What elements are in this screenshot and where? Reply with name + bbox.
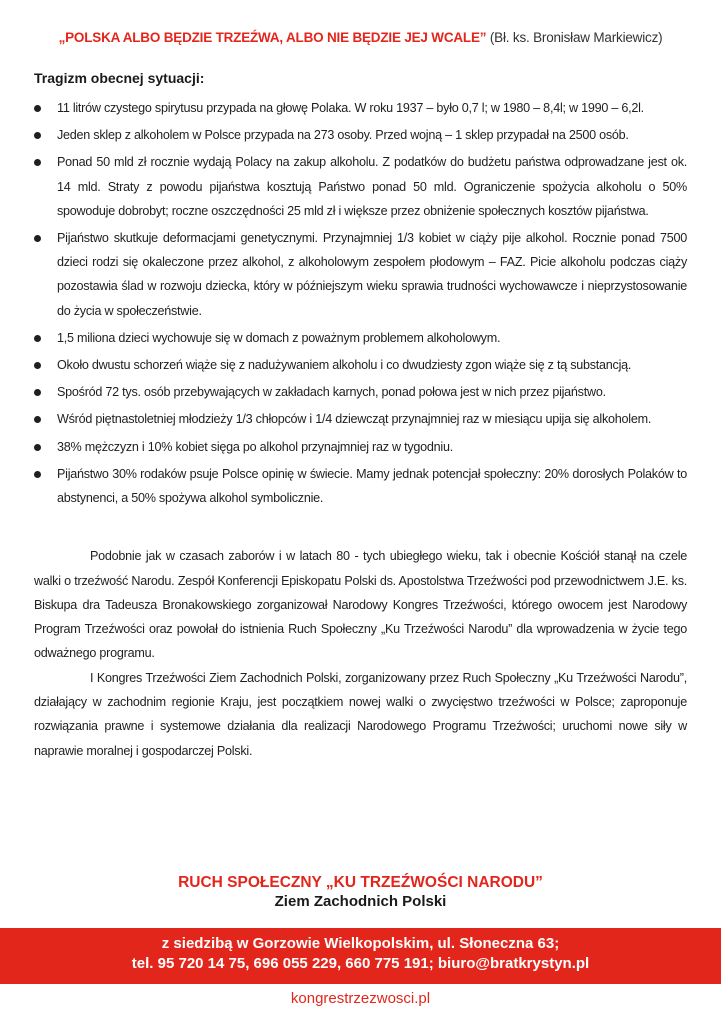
bullet-icon [34, 444, 41, 451]
website-link[interactable]: kongrestrzezwosci.pl [290, 990, 431, 1007]
list-item [34, 123, 687, 147]
bullet-icon [34, 105, 41, 112]
list-item-text: Ponad 50 mld zł rocznie wydają Polacy na zakup alkoholu. Z podatków do budżetu państwa odprowadzane jest ok. 14 mld. Straty z powodu pijaństwa kosztują Państwo ponad 50 mld. Ograniczenie spożycia alkoholu o 50% spowoduje dobrobyt; roczne oszczędności 25 mld zł i większe przez obniżenie społecznych kosztów pijaństwa. [57, 155, 687, 218]
facts-list [34, 96, 687, 510]
contact-phones-email: tel. 95 720 14 75, 696 055 229, 660 775 191; biuro@bratkrystyn.pl [131, 955, 590, 972]
list-item [34, 226, 687, 323]
list-item-text: Wśród piętnastoletniej młodzieży 1/3 chłopców i 1/4 dziewcząt przynajmniej raz w miesiącu upija się alkoholem. [57, 412, 652, 427]
bullet-icon [34, 235, 41, 242]
organization-title: RUCH SPOŁECZNY „KU TRZEŹWOŚCI NARODU” [178, 874, 543, 891]
organization-subtitle: Ziem Zachodnich Polski [274, 893, 447, 910]
bullet-icon [34, 471, 41, 478]
bullet-icon [34, 389, 41, 396]
list-item [34, 462, 687, 510]
list-item [34, 380, 687, 404]
list-item-text: Około dwustu schorzeń wiąże się z nadużywaniem alkoholu i co dwudziesty zgon wiąże się z tą substancją. [57, 358, 632, 373]
motto-author: (Bł. ks. Bronisław Markiewicz) [489, 30, 663, 45]
section-heading: Tragizm obecnej sytuacji: [34, 70, 205, 86]
bullet-icon [34, 132, 41, 139]
list-item-text: Jeden sklep z alkoholem w Polsce przypada na 273 osoby. Przed wojną – 1 sklep przypadał na 2500 osób. [57, 128, 629, 143]
motto-text: „POLSKA ALBO BĘDZIE TRZEŹWA, ALBO NIE BĘDZIE JEJ WCALE” [58, 30, 487, 45]
paragraph-history: Podobnie jak w czasach zaborów i w latach 80 - tych ubiegłego wieku, tak i obecnie Kościół stanął na czele walki o trzeźwość Narodu. Zespół Konferencji Episkopatu Polski ds. Apostolstwa Trzeźwości pod przewodnictwem J.E. ks. Biskupa dra Tadeusza Bronakowskiego zorganizował Narodowy Kongres Trzeźwości, którego owocem jest Narodowy Program Trzeźwości oraz powołał do istnienia Ruch Społeczny „Ku Trzeźwości Narodu” dla wprowadzenia w życie tego odważnego programu. [34, 549, 687, 661]
list-item [34, 435, 687, 459]
list-item-text: Pijaństwo 30% rodaków psuje Polsce opinię w świecie. Mamy jednak potencjał społeczny: 20% dorosłych Polaków to abstynenci, a 50% spożywa alkohol symbolicznie. [57, 466, 687, 506]
bullet-icon [34, 362, 41, 369]
list-item [34, 96, 687, 120]
list-item [34, 407, 687, 431]
contact-banner [0, 928, 721, 984]
bullet-icon [34, 335, 41, 342]
bullet-icon [34, 416, 41, 423]
document-body [34, 70, 687, 763]
organization-block [0, 873, 721, 911]
paragraph-congress: I Kongres Trzeźwości Ziem Zachodnich Polski, zorganizowany przez Ruch Społeczny „Ku Trzeźwości Narodu”, działający w zachodnim regionie Kraju, jest początkiem nowej walki o zwycięstwo trzeźwości w Polsce; zaproponuje rozwiązania prawne i systemowe działania dla realizacji Narodowego Programu Trzeźwości; uruchomi nowe siły w naprawie moralnej i gospodarczej Polski. [34, 670, 687, 758]
list-item-text: 38% mężczyzn i 10% kobiet sięga po alkohol przynajmniej raz w tygodniu. [57, 439, 453, 454]
list-item [34, 353, 687, 377]
list-item-text: Spośród 72 tys. osób przebywających w zakładach karnych, ponad połowa jest w nich przez pijaństwo. [57, 385, 606, 400]
contact-address: z siedzibą w Gorzowie Wielkopolskim, ul. Słoneczna 63; [161, 935, 560, 952]
list-item-text: Pijaństwo skutkuje deformacjami genetycznymi. Przynajmniej 1/3 kobiet w ciąży pije alkohol. Rocznie ponad 7500 dzieci rodzi się okaleczone przez alkohol, z alkoholowym zespołem płodowym – FAZ. Picie alkoholu podczas ciąży pozostawia ślad w rozwoju dziecka, który w późniejszym wieku sprawia trudności wychowawcze i nieprzystosowanie do życia w społeczeństwie. [57, 231, 687, 318]
list-item [34, 150, 687, 223]
header-quote [0, 30, 721, 45]
list-item [34, 326, 687, 350]
bullet-icon [34, 159, 41, 166]
list-item-text: 11 litrów czystego spirytusu przypada na głowę Polaka. W roku 1937 – było 0,7 l; w 1980 – 8,4l; w 1990 – 6,2l. [57, 101, 644, 115]
list-item-text: 1,5 miliona dzieci wychowuje się w domach z poważnym problemem alkoholowym. [57, 330, 501, 345]
